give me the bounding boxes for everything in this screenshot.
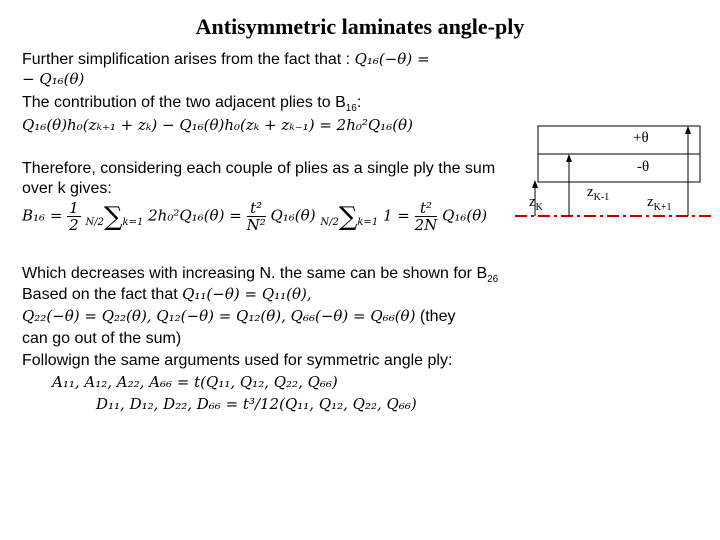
equation-b16-sum: B₁₆ = $\frac{1}{2}$ N/2∑k=1 2h₀²Q₁₆(θ) = $\frac{\text{t²}}{\text{N²}}$ Q₁₆(θ) N/2∑k=1 1 = $\frac{\text{t²}}{2N}$ Q₁₆(θ) bbox=[22, 199, 488, 234]
equation-q16-neg: Q₁₆(−θ) = bbox=[354, 50, 430, 68]
equation-a-matrix: A₁₁, A₁₂, A₂₂, A₆₆ = t(Q₁₁, Q₁₂, Q₂₂, Q₆₆) bbox=[52, 373, 338, 391]
ply-diagram bbox=[505, 118, 720, 258]
equation-q22-q12-q66: Q₂₂(−θ) = Q₂₂(θ), Q₁₂(−θ) = Q₁₂(θ), Q₆₆(−θ) = Q₆₆(θ) bbox=[22, 307, 416, 325]
label-zk+1: $z_{K+1}$ bbox=[647, 194, 672, 213]
label-zk: $z_K$ bbox=[529, 194, 543, 213]
ply-diagram-graphic bbox=[505, 118, 720, 258]
ply-label-top: +θ bbox=[633, 130, 649, 146]
sum-symbol: N/2∑k=1 bbox=[320, 201, 379, 232]
line-9: Based on the fact that Q₁₁(−θ) = Q₁₁(θ), bbox=[22, 285, 312, 303]
line-6: over k gives: bbox=[22, 180, 112, 197]
sum-symbol: N/2∑k=1 bbox=[85, 201, 144, 232]
zk-1-arrowhead bbox=[566, 154, 572, 162]
equation-q16: − Q₁₆(θ) bbox=[22, 70, 85, 88]
ply-label-bottom: -θ bbox=[637, 159, 650, 175]
line-3: The contribution of the two adjacent plies to $B_{16}$: bbox=[22, 94, 362, 115]
zk-arrowhead bbox=[532, 180, 538, 188]
line-5: Therefore, considering each couple of plies as a single ply the sum bbox=[22, 160, 496, 177]
equation-contribution: Q₁₆(θ)h₀(zₖ₊₁ + zₖ) − Q₁₆(θ)h₀(zₖ + zₖ₋₁) = 2h₀²Q₁₆(θ) bbox=[22, 116, 413, 134]
line-8: Which decreases with increasing N. the same can be shown for $B_{26}$ bbox=[22, 265, 499, 286]
zk+1-arrowhead bbox=[685, 126, 691, 134]
line-12: Followign the same arguments used for symmetric angle ply: bbox=[22, 352, 453, 369]
line-1: Further simplification arises from the fact that : Q₁₆(−θ) = bbox=[22, 50, 430, 68]
label-zk-1: $z_{K-1}$ bbox=[587, 184, 610, 203]
line-11: can go out of the sum) bbox=[22, 330, 182, 347]
equation-d-matrix: D₁₁, D₁₂, D₂₂, D₆₆ = t³/12(Q₁₁, Q₁₂, Q₂₂, Q₆₆) bbox=[96, 395, 417, 413]
line-10: Q₂₂(−θ) = Q₂₂(θ), Q₁₂(−θ) = Q₁₂(θ), Q₆₆(−θ) = Q₆₆(θ) (they bbox=[22, 307, 456, 325]
equation-q11: Q₁₁(−θ) = Q₁₁(θ), bbox=[182, 285, 312, 303]
slide-title: Antisymmetric laminates angle-ply bbox=[195, 14, 525, 39]
